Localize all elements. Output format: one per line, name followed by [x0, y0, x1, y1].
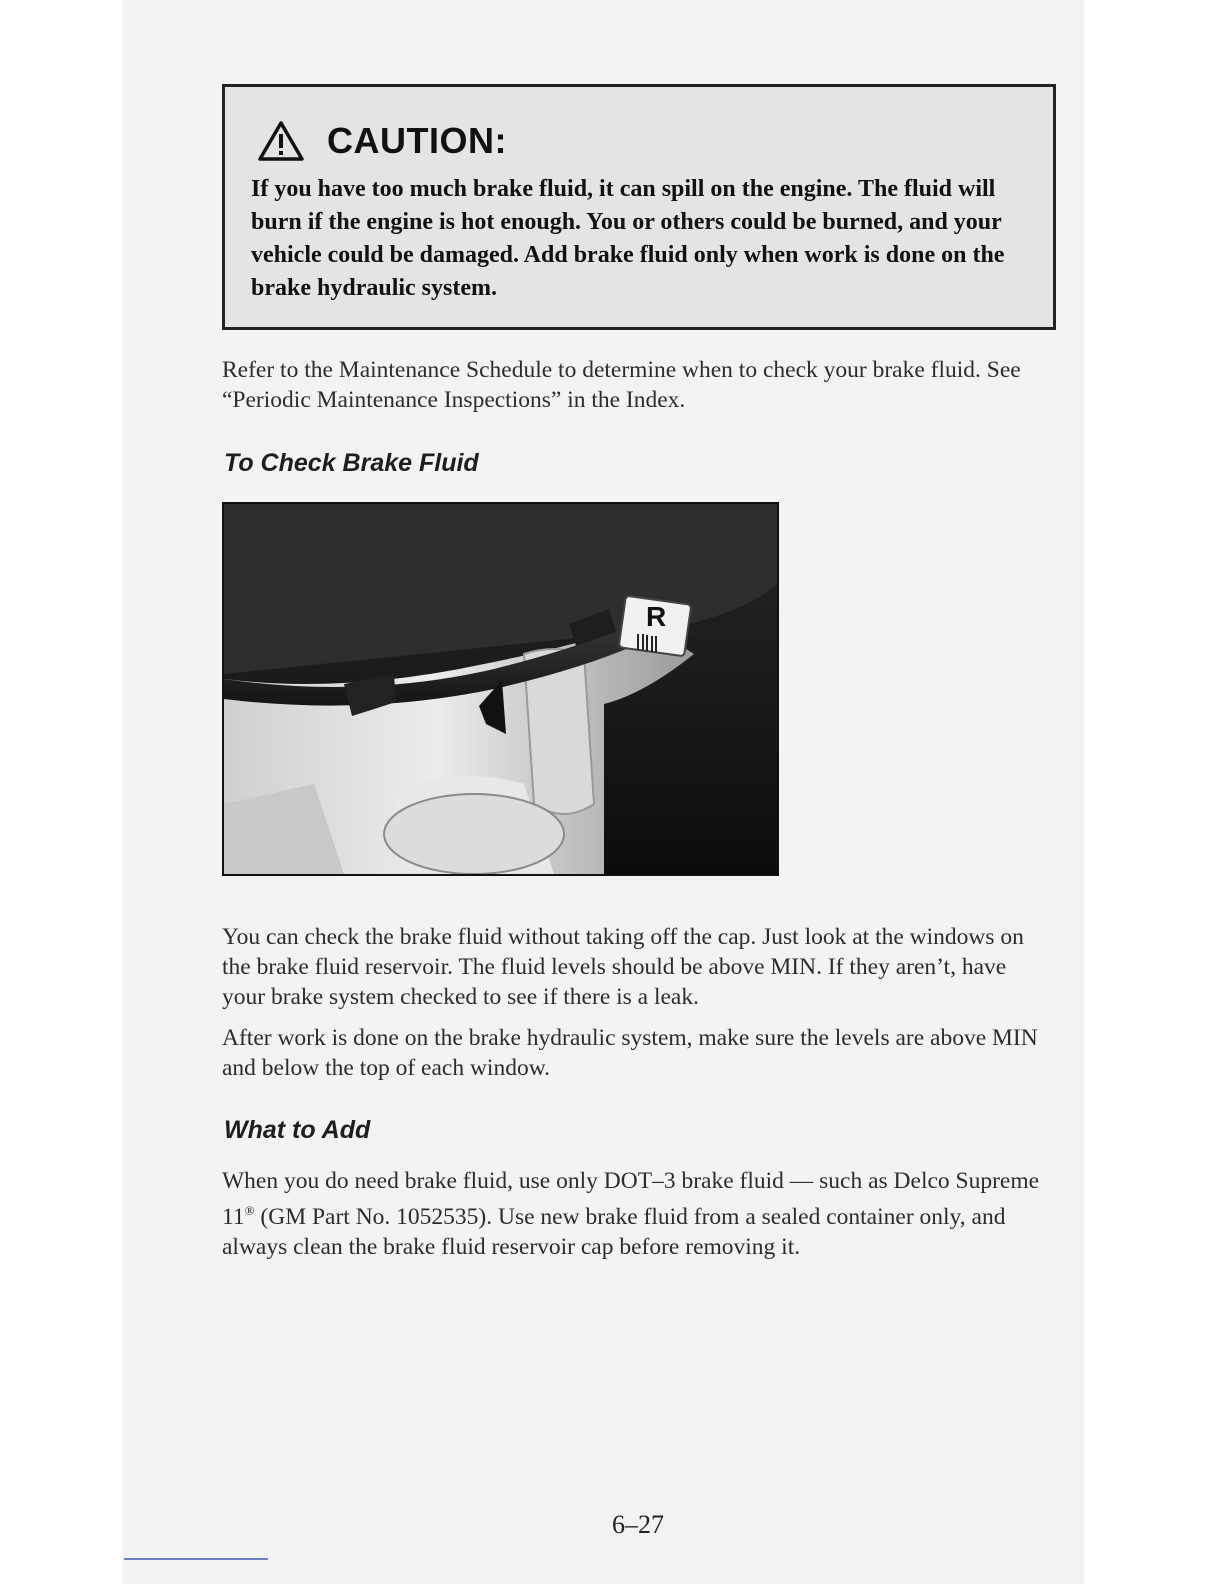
- registered-mark: ®: [244, 1203, 255, 1218]
- check-paragraph-1: You can check the brake fluid without taking off the cap. Just look at the windows on the brake fluid reservoir. The fluid levels should be above MIN. If they aren’t, have your brake system checked to see if there is a leak.: [222, 924, 1024, 1010]
- warning-triangle-icon: [257, 120, 305, 162]
- intro-paragraph: Refer to the Maintenance Schedule to determine when to check your brake fluid. See “Periodic Maintenance Inspections” in the Index.: [222, 357, 1021, 413]
- check-brake-fluid-heading: To Check Brake Fluid: [224, 449, 479, 477]
- page-number: 6–27: [612, 1510, 664, 1539]
- caution-header: [257, 117, 507, 165]
- caution-title: CAUTION:: [327, 120, 507, 161]
- check-paragraph-2: After work is done on the brake hydraulic system, make sure the levels are above MIN and below the top of each window.: [222, 1025, 1038, 1081]
- caution-text: If you have too much brake fluid, it can spill on the engine. The fluid will burn if the engine is hot enough. You or others could be burned, and your vehicle could be damaged. Add brake fluid only when work is done on the brake hydraulic system.: [251, 176, 1005, 301]
- caution-box: [222, 84, 1056, 330]
- what-to-add-text-b: (GM Part No. 1052535). Use new brake fluid from a sealed container only, and always clean the brake fluid reservoir cap before removing it.: [222, 1203, 1006, 1260]
- reservoir-label-letter: R: [646, 601, 667, 632]
- brake-fluid-reservoir-photo: [222, 502, 779, 876]
- what-to-add-heading: What to Add: [224, 1116, 371, 1144]
- what-to-add-text-a: When you do need brake fluid, use only DOT–3 brake fluid — such as Delco Supreme 11: [222, 1168, 1040, 1230]
- what-to-add-paragraph: [222, 1166, 1052, 1262]
- footer-divider: [124, 1558, 268, 1560]
